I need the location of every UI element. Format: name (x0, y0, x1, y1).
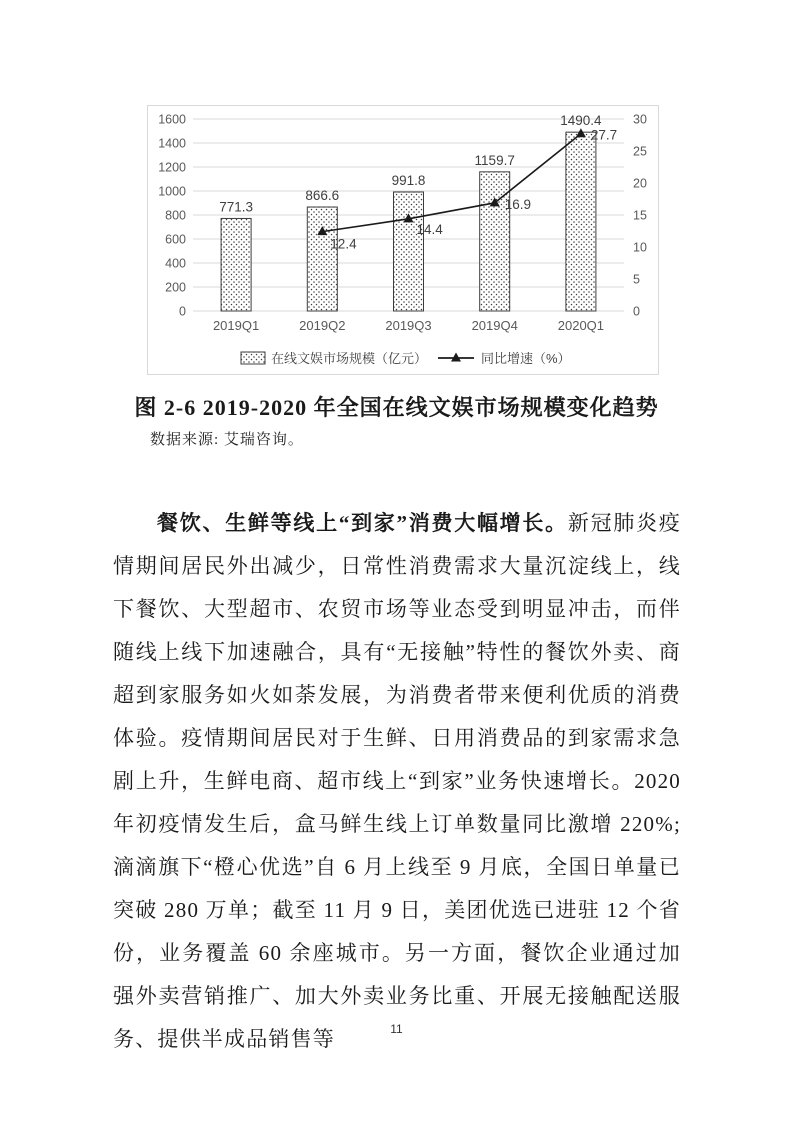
paragraph-lead-bold: 餐饮、生鲜等线上“到家”消费大幅增长。 (157, 511, 568, 535)
svg-text:200: 200 (165, 280, 186, 295)
body-paragraph (113, 502, 681, 1061)
svg-text:991.8: 991.8 (391, 172, 426, 188)
svg-text:0: 0 (179, 304, 186, 319)
svg-text:1159.7: 1159.7 (474, 152, 515, 168)
svg-text:1400: 1400 (158, 136, 186, 151)
svg-text:400: 400 (165, 256, 186, 271)
page-number: 11 (390, 1022, 403, 1036)
svg-text:15: 15 (633, 208, 647, 223)
svg-text:866.6: 866.6 (305, 188, 340, 204)
svg-text:20: 20 (633, 176, 647, 191)
svg-text:2019Q4: 2019Q4 (471, 318, 518, 333)
svg-text:27.7: 27.7 (590, 127, 618, 143)
svg-text:0: 0 (633, 304, 640, 319)
svg-text:25: 25 (633, 144, 647, 159)
svg-text:600: 600 (165, 232, 186, 247)
svg-text:同比增速（%）: 同比增速（%） (481, 351, 571, 366)
paragraph-body-text: 新冠肺炎疫情期间居民外出减少，日常性消费需求大量沉淀线上，线下餐饮、大型超市、农贸市场等业态受到明显冲击，而伴随线上线下加速融合，具有“无接触”特性的餐饮外卖、商超到家服务如火如荼发展，为消费者带来便利优质的消费体验。疫情期间居民对于生鲜、日用消费品的到家需求急剧上升，生鲜电商、超市线上“到家”业务快速增长。2020 年初疫情发生后，盒马鲜生线上订单数量同比激增 220%; 滴滴旗下“橙心优选”自 6 月上线至 9 月底，全国日单量已突破 280 万单；截至 11 月 9 日，美团优选已进驻 12 个省份，业务覆盖 60 余座城市。另一方面，餐饮企业通过加强外卖营销推广、加大外卖业务比重、开展无接触配送服务、提供半成品销售等 (113, 511, 681, 1051)
svg-text:在线文娱市场规模（亿元）: 在线文娱市场规模（亿元） (271, 351, 428, 366)
svg-text:771.3: 771.3 (219, 199, 253, 215)
svg-text:30: 30 (633, 112, 647, 127)
svg-text:1200: 1200 (158, 160, 186, 175)
svg-text:2019Q2: 2019Q2 (299, 318, 346, 333)
figure-caption: 图 2-6 2019-2020 年全国在线文娱市场规模变化趋势 (134, 395, 659, 420)
svg-text:16.9: 16.9 (504, 196, 531, 212)
svg-text:2019Q1: 2019Q1 (212, 318, 260, 333)
svg-text:2020Q1: 2020Q1 (557, 318, 605, 333)
svg-text:5: 5 (633, 272, 640, 287)
svg-text:2019Q3: 2019Q3 (385, 318, 432, 333)
market-size-chart (147, 105, 659, 375)
svg-text:1490.4: 1490.4 (560, 113, 602, 129)
svg-text:1000: 1000 (158, 184, 186, 199)
svg-text:10: 10 (633, 240, 647, 255)
figure-source: 数据来源: 艾瑞咨询。 (150, 432, 304, 448)
svg-text:12.4: 12.4 (330, 236, 357, 252)
svg-text:14.4: 14.4 (416, 221, 443, 237)
chart-canvas (148, 106, 658, 374)
svg-text:1600: 1600 (158, 112, 186, 127)
svg-text:800: 800 (165, 208, 186, 223)
